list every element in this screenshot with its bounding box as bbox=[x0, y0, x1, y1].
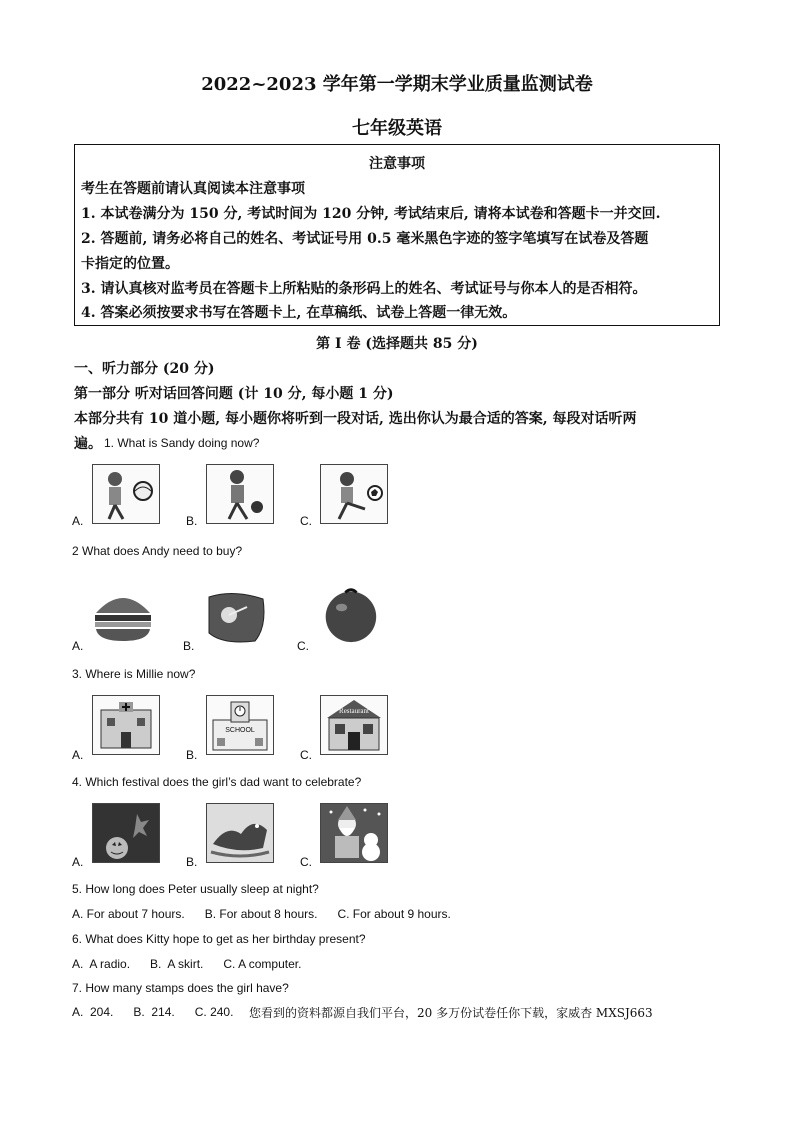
q3-option-c-label[interactable]: C. bbox=[300, 748, 312, 762]
q2-option-a-label[interactable]: A. bbox=[72, 639, 84, 653]
notice-box bbox=[74, 144, 720, 326]
notice-heading: 注意事项 bbox=[369, 156, 425, 172]
restaurant-sign: Restaurant bbox=[339, 707, 369, 715]
restaurant-icon bbox=[320, 695, 388, 755]
notice-item-3: 3. 请认真核对监考员在答题卡上所粘贴的条形码上的姓名、考试证号与你本人的是否相符。 bbox=[81, 281, 647, 297]
soccer-icon bbox=[320, 464, 388, 524]
question-6-choices[interactable]: A. A radio. B. A skirt. C. A computer. bbox=[72, 957, 302, 971]
question-7-choices[interactable]: A. 204. B. 214. C. 240. bbox=[72, 1005, 234, 1019]
q3-option-b-label[interactable]: B. bbox=[186, 748, 198, 762]
part-title: 第 I 卷 (选择题共 85 分) bbox=[316, 336, 478, 352]
instructions-line-2: 遍。 bbox=[74, 436, 102, 452]
q1-option-a-label[interactable]: A. bbox=[72, 514, 84, 528]
q4-option-b-label[interactable]: B. bbox=[186, 855, 198, 869]
exam-subtitle: 七年级英语 bbox=[352, 118, 442, 139]
q1-option-c-label[interactable]: C. bbox=[300, 514, 312, 528]
question-5-choices[interactable]: A. For about 7 hours. B. For about 8 hours. C. For about 9 hours. bbox=[72, 907, 451, 921]
question-6-text: 6. What does Kitty hope to get as her birthday present? bbox=[72, 932, 366, 946]
q4-option-a-label[interactable]: A. bbox=[72, 855, 84, 869]
notice-item-2: 2. 答题前, 请务必将自己的姓名、考试证号用 0.5 毫米黑色字迹的签字笔填写在试卷及答题 bbox=[81, 231, 649, 247]
q2-option-c-label[interactable]: C. bbox=[297, 639, 309, 653]
section-listening: 一、听力部分 (20 分) bbox=[74, 361, 215, 377]
q4-option-c-label[interactable]: C. bbox=[300, 855, 312, 869]
notice-item-1: 1. 本试卷满分为 150 分, 考试时间为 120 分钟, 考试结束后, 请将本试卷和答题卡一并交回. bbox=[81, 206, 661, 222]
watermark-text: 您看到的资料都源自我们平台，20 多万份试卷任你下载，家威杏 MXSJ663 bbox=[249, 1006, 653, 1020]
halloween-icon bbox=[92, 803, 160, 863]
question-2-text: 2 What does Andy need to buy? bbox=[72, 544, 243, 558]
question-1-text: 1. What is Sandy doing now? bbox=[104, 436, 260, 450]
question-7-text: 7. How many stamps does the girl have? bbox=[72, 981, 289, 995]
question-5-text: 5. How long does Peter usually sleep at night? bbox=[72, 882, 319, 896]
subsection-title: 第一部分 听对话回答问题 (计 10 分, 每小题 1 分) bbox=[74, 386, 394, 402]
q1-option-b-label[interactable]: B. bbox=[186, 514, 198, 528]
question-3-text: 3. Where is Millie now? bbox=[72, 667, 196, 681]
meat-icon bbox=[203, 587, 269, 645]
school-sign: SCHOOL bbox=[225, 727, 255, 734]
notice-item-4: 4. 答案必须按要求书写在答题卡上, 在草稿纸、试卷上答题一律无效。 bbox=[81, 305, 517, 321]
hospital-icon bbox=[92, 695, 160, 755]
exam-title: 2022~2023 学年第一学期末学业质量监测试卷 bbox=[201, 74, 593, 95]
q3-option-a-label[interactable]: A. bbox=[72, 748, 84, 762]
christmas-icon bbox=[320, 803, 388, 863]
tomato-icon bbox=[317, 585, 383, 643]
notice-intro: 考生在答题前请认真阅读本注意事项 bbox=[81, 181, 305, 197]
basketball-icon bbox=[206, 464, 274, 524]
q2-option-b-label[interactable]: B. bbox=[183, 639, 195, 653]
volleyball-icon bbox=[92, 464, 160, 524]
school-icon bbox=[206, 695, 274, 755]
dragon-boat-icon bbox=[206, 803, 274, 863]
hamburger-icon bbox=[90, 587, 156, 645]
notice-item-2-cont: 卡指定的位置。 bbox=[81, 256, 179, 272]
instructions-line-1: 本部分共有 10 道小题, 每小题你将听到一段对话, 选出你认为最合适的答案, 每段对话听两 bbox=[74, 411, 637, 427]
question-4-text: 4. Which festival does the girl’s dad want to celebrate? bbox=[72, 775, 362, 789]
